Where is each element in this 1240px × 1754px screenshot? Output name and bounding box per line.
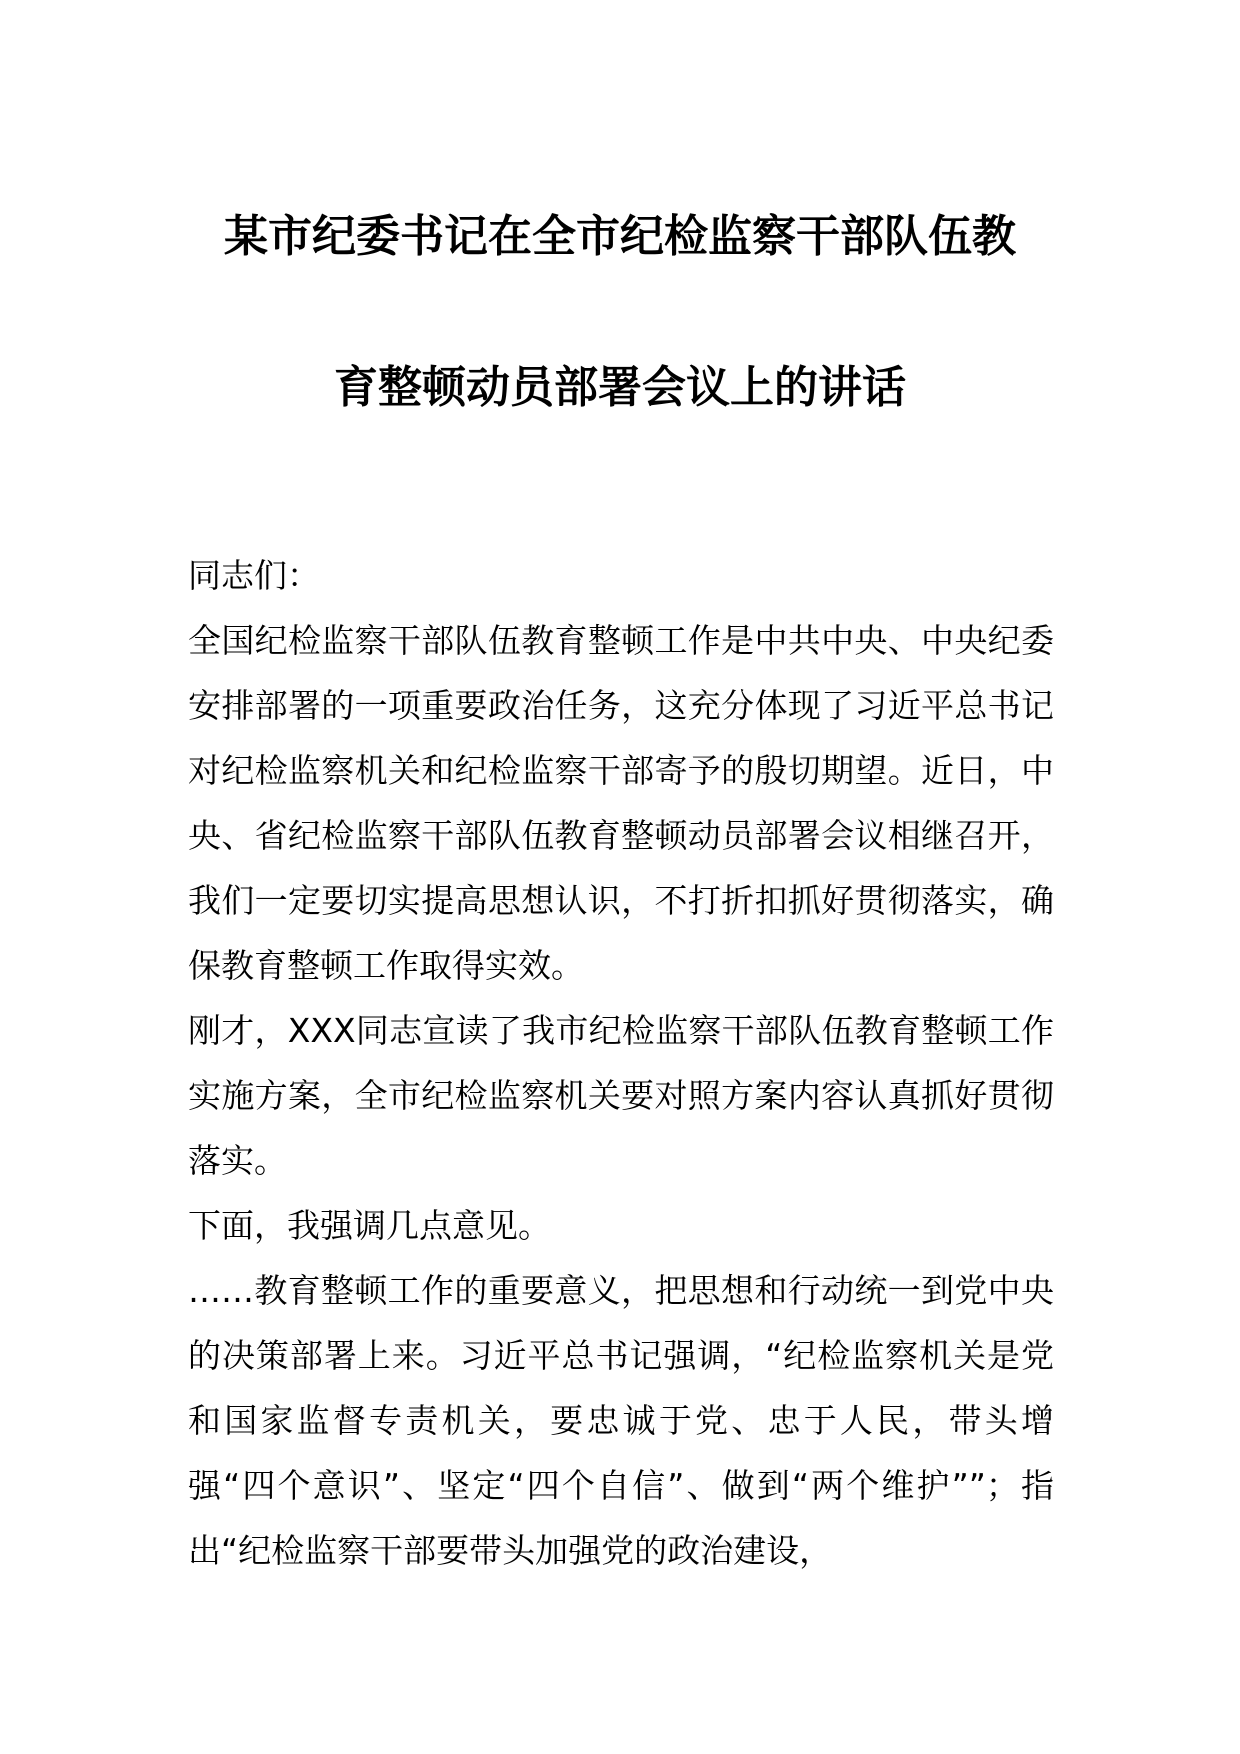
salutation-paragraph: 同志们： <box>188 556 320 595</box>
body-paragraph: 下面，我强调几点意见。 <box>188 1206 551 1245</box>
body-paragraph: 全国纪检监察干部队伍教育整顿工作是中共中央、中央纪委安排部署的一项重要政治任务，这充分体现了习近平总书记对纪检监察机关和纪检监察干部寄予的殷切期望。近日，中央、省纪检监察干部队伍教育整顿动员部署会议相继召开，我们一定要切实提高思想认识，不打折扣抓好贯彻落实，确保教育整顿工作取得实效。 <box>188 621 1054 985</box>
document-title-line-1: 某市纪委书记在全市纪检监察干部队伍教 <box>224 211 1016 262</box>
document-body <box>188 543 1054 1583</box>
document-title-line-2: 育整顿动员部署会议上的讲话 <box>334 362 906 413</box>
body-paragraph: ……教育整顿工作的重要意义，把思想和行动统一到党中央的决策部署上来。习近平总书记强调，“纪检监察机关是党和国家监督专责机关，要忠诚于党、忠于人民，带头增强“四个意识”、坚定“四个自信”、做到“两个维护””；指出“纪检监察干部要带头加强党的政治建设， <box>188 1271 1054 1570</box>
body-paragraph: 刚才，XXX同志宣读了我市纪检监察干部队伍教育整顿工作实施方案，全市纪检监察机关要对照方案内容认真抓好贯彻落实。 <box>188 1011 1054 1180</box>
